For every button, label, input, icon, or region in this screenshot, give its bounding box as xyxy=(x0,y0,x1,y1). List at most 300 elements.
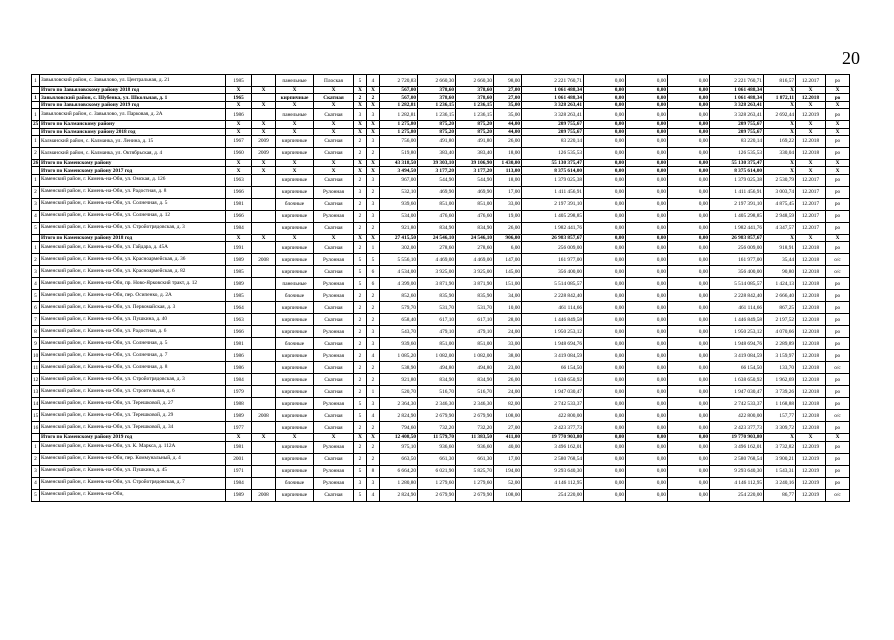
cell-floors: 2 xyxy=(354,441,367,453)
cell-total-area: 2 364,30 xyxy=(380,398,418,410)
cell-row-number xyxy=(32,128,40,135)
page-number: 20 xyxy=(842,48,860,68)
cell-year-built: 1960 xyxy=(226,147,252,159)
cell-unit-cost: 4 070,66 xyxy=(764,326,796,338)
cell-row-number xyxy=(32,167,40,174)
cell-residents: 17,00 xyxy=(494,453,522,465)
cell-work-type: ро xyxy=(826,465,850,477)
cell-year-reconstructed xyxy=(252,210,276,222)
cell-living-area: 875,20 xyxy=(418,128,456,135)
cell-owner-funds: 1 948 694,76 xyxy=(710,338,764,350)
cell-entrances: 3 xyxy=(367,109,380,121)
cell-roof-type: X xyxy=(314,87,354,94)
cell-residential-area: 936,60 xyxy=(456,441,494,453)
cell-unit-cost: 157,77 xyxy=(764,410,796,422)
cell-row-number: 7 xyxy=(32,314,40,326)
cell-roof-type: Рулонная xyxy=(314,186,354,198)
cell-federal-funds: 0,00 xyxy=(584,422,626,434)
cell-row-number: 3 xyxy=(32,465,40,477)
cell-address: Завьяловский район, с. Шубенка, ул. Школьная, д. 1 xyxy=(40,94,226,101)
cell-address: Каменский район, г. Камень-на-Оби, ул. Пушкина, д. 40 xyxy=(40,314,226,326)
cell-year-reconstructed: 2009 xyxy=(252,135,276,147)
cell-federal-funds: 0,00 xyxy=(584,290,626,302)
cell-entrances: 2 xyxy=(367,362,380,374)
cell-total-area: 967,00 xyxy=(380,174,418,186)
cell-total-cost: 8 375 614,00 xyxy=(522,167,584,174)
cell-entrances: X xyxy=(367,167,380,174)
cell-work-type: о/с xyxy=(826,362,850,374)
cell-roof-type: Рулонная xyxy=(314,398,354,410)
cell-entrances: X xyxy=(367,234,380,241)
cell-living-area: 851,00 xyxy=(418,198,456,210)
cell-total-area: 534,00 xyxy=(380,210,418,222)
cell-unit-cost: 3 309,72 xyxy=(764,422,796,434)
cell-deadline: 12.2018 xyxy=(796,242,826,254)
cell-regional-funds: 0,00 xyxy=(626,386,668,398)
cell-deadline: 12.2018 xyxy=(796,147,826,159)
cell-federal-funds: 0,00 xyxy=(584,326,626,338)
cell-regional-funds: 0,00 xyxy=(626,465,668,477)
cell-unit-cost: 2 197,52 xyxy=(764,314,796,326)
cell-total-area: 567,00 xyxy=(380,87,418,94)
cell-address: Каменский район, г. Камень-на-Оби, пер. Осипенко, д. 2А xyxy=(40,290,226,302)
subtotal-row xyxy=(32,87,850,94)
cell-floors: 2 xyxy=(354,222,367,234)
cell-roof-type: Рулонная xyxy=(314,326,354,338)
cell-regional-funds: 0,00 xyxy=(626,94,668,101)
cell-residential-area: 834,90 xyxy=(456,374,494,386)
cell-roof-type: Скатная xyxy=(314,135,354,147)
cell-work-type: о/с xyxy=(826,254,850,266)
cell-total-area: 1 275,80 xyxy=(380,121,418,128)
cell-residents: 33,00 xyxy=(494,198,522,210)
cell-year-built: 1963 xyxy=(226,314,252,326)
cell-unit-cost: X xyxy=(764,128,796,135)
cell-deadline: 12.2018 xyxy=(796,314,826,326)
cell-total-cost: 2 228 842,40 xyxy=(522,290,584,302)
cell-floors: 2 xyxy=(354,350,367,362)
cell-federal-funds: 0,00 xyxy=(584,121,626,128)
cell-municipal-funds: 0,00 xyxy=(668,147,710,159)
cell-living-area: 469,90 xyxy=(418,186,456,198)
cell-owner-funds: 3 419 084,59 xyxy=(710,350,764,362)
cell-total-area: 1 282,81 xyxy=(380,109,418,121)
cell-row-number: 5 xyxy=(32,290,40,302)
subtotal-row xyxy=(32,101,850,108)
cell-total-area: 921,80 xyxy=(380,374,418,386)
cell-year-reconstructed xyxy=(252,338,276,350)
cell-federal-funds: 0,00 xyxy=(584,441,626,453)
cell-wall-material: панельные xyxy=(276,109,314,121)
cell-entrances: X xyxy=(367,434,380,441)
cell-wall-material: X xyxy=(276,159,314,166)
cell-total-cost: 1 061 488,34 xyxy=(522,87,584,94)
cell-residents: 27,00 xyxy=(494,94,522,101)
cell-floors: 2 xyxy=(354,147,367,159)
cell-total-area: 538,90 xyxy=(380,362,418,374)
cell-federal-funds: 0,00 xyxy=(584,477,626,489)
cell-wall-material: кирпичные xyxy=(276,242,314,254)
cell-wall-material: X xyxy=(276,434,314,441)
cell-unit-cost: 1 962,69 xyxy=(764,374,796,386)
cell-roof-type: Скатная xyxy=(314,338,354,350)
cell-year-built: 1977 xyxy=(226,422,252,434)
cell-deadline: X xyxy=(796,234,826,241)
cell-entrances: 2 xyxy=(367,314,380,326)
cell-floors: 2 xyxy=(354,290,367,302)
cell-year-built: 1989 xyxy=(226,489,252,501)
cell-unit-cost: 3 732,82 xyxy=(764,441,796,453)
cell-address: Каменский район, г. Камень-на-Оби, пр. Ново-Ярковский тракт, д. 12 xyxy=(40,278,226,290)
cell-residents: 10,00 xyxy=(494,302,522,314)
cell-work-type: X xyxy=(826,434,850,441)
cell-living-area: 491,80 xyxy=(418,135,456,147)
cell-floors: 2 xyxy=(354,314,367,326)
cell-owner-funds: 3 496 162,01 xyxy=(710,441,764,453)
cell-deadline: X xyxy=(796,87,826,94)
cell-regional-funds: 0,00 xyxy=(626,222,668,234)
cell-municipal-funds: 0,00 xyxy=(668,362,710,374)
cell-regional-funds: 0,00 xyxy=(626,422,668,434)
cell-regional-funds: 0,00 xyxy=(626,314,668,326)
cell-unit-cost: 918,91 xyxy=(764,242,796,254)
cell-residential-area: 491,80 xyxy=(456,135,494,147)
cell-municipal-funds: 0,00 xyxy=(668,109,710,121)
cell-year-reconstructed xyxy=(252,266,276,278)
cell-unit-cost: 3 240,16 xyxy=(764,477,796,489)
cell-municipal-funds: 0,00 xyxy=(668,374,710,386)
cell-wall-material: кирпичные xyxy=(276,398,314,410)
table-row xyxy=(32,374,850,386)
cell-year-reconstructed: X xyxy=(252,434,276,441)
cell-wall-material: кирпичные xyxy=(276,465,314,477)
cell-municipal-funds: 0,00 xyxy=(668,266,710,278)
cell-work-type: ро xyxy=(826,75,850,87)
cell-owner-funds: 3 328 263,41 xyxy=(710,109,764,121)
cell-federal-funds: 0,00 xyxy=(584,222,626,234)
cell-entrances: 3 xyxy=(367,477,380,489)
cell-owner-funds: 2 221 760,71 xyxy=(710,75,764,87)
cell-unit-cost: X xyxy=(764,234,796,241)
table-row xyxy=(32,198,850,210)
cell-entrances: 2 xyxy=(367,94,380,101)
cell-row-number: 5 xyxy=(32,489,40,501)
cell-address: Итого по Каменскому району 2018 год xyxy=(40,234,226,241)
cell-entrances: 5 xyxy=(367,254,380,266)
cell-municipal-funds: 0,00 xyxy=(668,441,710,453)
cell-work-type: ро xyxy=(826,210,850,222)
cell-residential-area: 516,70 xyxy=(456,386,494,398)
cell-total-cost: 356 400,00 xyxy=(522,266,584,278)
cell-row-number: 1 xyxy=(32,441,40,453)
cell-address: Каменский район, г. Камень-на-Оби, ул. Радостная, д. 6 xyxy=(40,326,226,338)
cell-residential-area: 1 082,00 xyxy=(456,350,494,362)
cell-regional-funds: 0,00 xyxy=(626,398,668,410)
cell-entrances: 3 xyxy=(367,198,380,210)
cell-unit-cost: 2 692,44 xyxy=(764,109,796,121)
cell-deadline: 12.2018 xyxy=(796,386,826,398)
cell-municipal-funds: 0,00 xyxy=(668,198,710,210)
cell-year-reconstructed: 2008 xyxy=(252,254,276,266)
cell-row-number: 2 xyxy=(32,254,40,266)
cell-wall-material: кирпичные xyxy=(276,374,314,386)
cell-address: Завьяловский район, с. Завьялово, ул. Парковая, д. 2А xyxy=(40,109,226,121)
cell-deadline: 12.2017 xyxy=(796,222,826,234)
cell-entrances: 3 xyxy=(367,326,380,338)
table-row xyxy=(32,489,850,501)
cell-year-reconstructed xyxy=(252,290,276,302)
cell-floors: 2 xyxy=(354,362,367,374)
cell-regional-funds: 0,00 xyxy=(626,489,668,501)
cell-residential-area: 544,90 xyxy=(456,174,494,186)
cell-entrances: 2 xyxy=(367,453,380,465)
cell-year-reconstructed: X xyxy=(252,121,276,128)
cell-owner-funds: 461 114,66 xyxy=(710,302,764,314)
cell-residential-area: 278,60 xyxy=(456,242,494,254)
cell-municipal-funds: 0,00 xyxy=(668,314,710,326)
cell-floors: 2 xyxy=(354,198,367,210)
cell-federal-funds: 0,00 xyxy=(584,87,626,94)
cell-year-reconstructed xyxy=(252,94,276,101)
cell-row-number: 4 xyxy=(32,477,40,489)
cell-residents: 98,00 xyxy=(494,75,522,87)
cell-year-built: X xyxy=(226,167,252,174)
cell-year-reconstructed: 2008 xyxy=(252,410,276,422)
cell-residents: 18,00 xyxy=(494,174,522,186)
cell-roof-type: X xyxy=(314,121,354,128)
cell-address: Каменский район, г. Камень-на-Оби, ул. Гайдара, д. 45А xyxy=(40,242,226,254)
cell-municipal-funds: 0,00 xyxy=(668,128,710,135)
cell-residential-area: 531,70 xyxy=(456,302,494,314)
cell-work-type: ро xyxy=(826,174,850,186)
cell-regional-funds: 0,00 xyxy=(626,254,668,266)
table-row xyxy=(32,314,850,326)
cell-unit-cost: 867,25 xyxy=(764,302,796,314)
cell-total-area: 27 415,50 xyxy=(380,234,418,241)
cell-federal-funds: 0,00 xyxy=(584,465,626,477)
cell-floors: X xyxy=(354,159,367,166)
cell-municipal-funds: 0,00 xyxy=(668,350,710,362)
cell-regional-funds: 0,00 xyxy=(626,290,668,302)
cell-address: Каменский район, г. Камень-на-Оби, ул. Пушкина, д. 45 xyxy=(40,465,226,477)
cell-regional-funds: 0,00 xyxy=(626,338,668,350)
cell-federal-funds: 0,00 xyxy=(584,135,626,147)
cell-living-area: 875,20 xyxy=(418,121,456,128)
cell-residents: 26,00 xyxy=(494,374,522,386)
cell-wall-material: кирпичные xyxy=(276,147,314,159)
cell-roof-type: Рулонная xyxy=(314,350,354,362)
repair-schedule-table-container xyxy=(31,74,849,502)
cell-address: Итого по Завьяловскому району 2018 год xyxy=(40,87,226,94)
cell-living-area: 278,60 xyxy=(418,242,456,254)
cell-deadline: X xyxy=(796,167,826,174)
cell-total-cost: 1 948 694,76 xyxy=(522,338,584,350)
cell-residential-area: 479,10 xyxy=(456,326,494,338)
cell-owner-funds: 55 130 375,47 xyxy=(710,159,764,166)
cell-year-built: 1979 xyxy=(226,386,252,398)
cell-federal-funds: 0,00 xyxy=(584,434,626,441)
cell-entrances: 4 xyxy=(367,75,380,87)
cell-total-cost: 9 293 640,30 xyxy=(522,465,584,477)
cell-residents: 24,00 xyxy=(494,326,522,338)
cell-entrances: 1 xyxy=(367,386,380,398)
table-row xyxy=(32,254,850,266)
cell-address: Каменский район, г. Камень-на-Оби, ул. Строительная, д. 6 xyxy=(40,386,226,398)
cell-entrances: 3 xyxy=(367,210,380,222)
cell-deadline: 12.2019 xyxy=(796,465,826,477)
cell-residential-area: 2 660,30 xyxy=(456,75,494,87)
cell-total-area: 658,40 xyxy=(380,314,418,326)
cell-roof-type: Рулонная xyxy=(314,290,354,302)
cell-residential-area: 476,60 xyxy=(456,210,494,222)
cell-address: Каменский район, г. Камень-на-Оби, ул. Стройотрядовская, д. 3 xyxy=(40,374,226,386)
cell-year-built: 1985 xyxy=(226,290,252,302)
cell-unit-cost: 90,80 xyxy=(764,266,796,278)
cell-row-number: 4 xyxy=(32,210,40,222)
cell-row-number: 1 xyxy=(32,94,40,101)
cell-unit-cost: 4 347,57 xyxy=(764,222,796,234)
cell-work-type: о/с xyxy=(826,266,850,278)
cell-work-type: ро xyxy=(826,147,850,159)
cell-unit-cost: 2 530,79 xyxy=(764,174,796,186)
cell-unit-cost: 3 003,74 xyxy=(764,186,796,198)
cell-residential-area: 4 469,00 xyxy=(456,254,494,266)
cell-year-reconstructed xyxy=(252,302,276,314)
cell-residential-area: 851,00 xyxy=(456,198,494,210)
cell-deadline: 12.2017 xyxy=(796,75,826,87)
cell-work-type: ро xyxy=(826,135,850,147)
cell-owner-funds: 1 982 441,76 xyxy=(710,222,764,234)
cell-municipal-funds: 0,00 xyxy=(668,121,710,128)
cell-roof-type: Рулонная xyxy=(314,278,354,290)
cell-row-number: 12 xyxy=(32,374,40,386)
subtotal-row xyxy=(32,434,850,441)
cell-owner-funds: 3 328 263,41 xyxy=(710,101,764,108)
cell-year-reconstructed xyxy=(252,465,276,477)
cell-unit-cost: 4 875,45 xyxy=(764,198,796,210)
cell-residents: 194,00 xyxy=(494,465,522,477)
cell-address: Каменский район, г. Камень-на-Оби, ул. Терешковой, д. 29 xyxy=(40,410,226,422)
cell-municipal-funds: 0,00 xyxy=(668,87,710,94)
cell-federal-funds: 0,00 xyxy=(584,198,626,210)
cell-floors: 3 xyxy=(354,477,367,489)
cell-owner-funds: 209 755,67 xyxy=(710,128,764,135)
cell-work-type: ро xyxy=(826,326,850,338)
cell-year-built: 1989 xyxy=(226,278,252,290)
cell-entrances: 2 xyxy=(367,186,380,198)
cell-unit-cost: 2 948,59 xyxy=(764,210,796,222)
cell-total-area: 1 282,81 xyxy=(380,101,418,108)
cell-living-area: 1 236,15 xyxy=(418,101,456,108)
cell-unit-cost: 86,77 xyxy=(764,489,796,501)
cell-regional-funds: 0,00 xyxy=(626,167,668,174)
cell-total-cost: 1 411 456,91 xyxy=(522,186,584,198)
cell-entrances: 3 xyxy=(367,338,380,350)
cell-work-type: ро xyxy=(826,242,850,254)
repair-schedule-table xyxy=(31,74,850,502)
cell-regional-funds: 0,00 xyxy=(626,87,668,94)
cell-address: Каменский район, г. Камень-на-Оби, ул. К. Маркса, д. 112А xyxy=(40,441,226,453)
cell-municipal-funds: 0,00 xyxy=(668,434,710,441)
cell-year-built: 1966 xyxy=(226,210,252,222)
cell-wall-material: панельные xyxy=(276,278,314,290)
cell-year-built: X xyxy=(226,121,252,128)
cell-year-built: X xyxy=(226,434,252,441)
cell-deadline: 12.2017 xyxy=(796,174,826,186)
cell-floors: 2 xyxy=(354,386,367,398)
cell-residential-area: 875,20 xyxy=(456,121,494,128)
cell-entrances: X xyxy=(367,87,380,94)
cell-owner-funds: 422 800,00 xyxy=(710,410,764,422)
cell-wall-material: X xyxy=(276,128,314,135)
cell-owner-funds: 4 146 112,95 xyxy=(710,477,764,489)
cell-living-area: 617,10 xyxy=(418,314,456,326)
cell-floors: 2 xyxy=(354,242,367,254)
cell-roof-type: Скатная xyxy=(314,94,354,101)
cell-entrances: 2 xyxy=(367,222,380,234)
cell-municipal-funds: 0,00 xyxy=(668,410,710,422)
cell-residential-area: 661,30 xyxy=(456,453,494,465)
cell-roof-type: Рулонная xyxy=(314,465,354,477)
table-row xyxy=(32,386,850,398)
cell-residents: 35,00 xyxy=(494,109,522,121)
cell-wall-material: X xyxy=(276,87,314,94)
cell-municipal-funds: 0,00 xyxy=(668,159,710,166)
cell-total-cost: 2 580 768,54 xyxy=(522,453,584,465)
cell-roof-type: X xyxy=(314,101,354,108)
cell-federal-funds: 0,00 xyxy=(584,314,626,326)
cell-roof-type: Скатная xyxy=(314,198,354,210)
cell-year-reconstructed: 2008 xyxy=(252,489,276,501)
cell-address: Каменский район, г. Камень-на-Оби, ул. Солнечная, д. 12 xyxy=(40,210,226,222)
cell-total-area: 1 280,80 xyxy=(380,477,418,489)
cell-total-area: 663,50 xyxy=(380,453,418,465)
cell-living-area: 479,10 xyxy=(418,326,456,338)
cell-living-area: 2 679,90 xyxy=(418,489,456,501)
cell-work-type: X xyxy=(826,234,850,241)
cell-owner-funds: 1 446 849,58 xyxy=(710,314,764,326)
cell-roof-type: Рулонная xyxy=(314,477,354,489)
cell-wall-material: кирпичные xyxy=(276,174,314,186)
cell-total-cost: 83 220,14 xyxy=(522,135,584,147)
cell-year-reconstructed xyxy=(252,477,276,489)
cell-year-reconstructed: 2009 xyxy=(252,147,276,159)
cell-work-type: ро xyxy=(826,350,850,362)
cell-entrances: 6 xyxy=(367,266,380,278)
cell-deadline: 12.2019 xyxy=(796,109,826,121)
cell-regional-funds: 0,00 xyxy=(626,159,668,166)
cell-regional-funds: 0,00 xyxy=(626,242,668,254)
cell-entrances: X xyxy=(367,159,380,166)
cell-address: Каменский район, г. Камень-на-Оби, ул. Терешковой, д. 27 xyxy=(40,398,226,410)
cell-deadline: 12.2018 xyxy=(796,410,826,422)
cell-floors: 5 xyxy=(354,266,367,278)
cell-total-cost: 2 742 533,37 xyxy=(522,398,584,410)
table-row xyxy=(32,147,850,159)
cell-total-cost: 422 800,00 xyxy=(522,410,584,422)
cell-entrances: 3 xyxy=(367,174,380,186)
cell-year-built: 1989 xyxy=(226,410,252,422)
cell-row-number: 5 xyxy=(32,222,40,234)
cell-owner-funds: 161 977,00 xyxy=(710,254,764,266)
cell-floors: 2 xyxy=(354,338,367,350)
cell-total-cost: 3 328 263,41 xyxy=(522,101,584,108)
cell-deadline: 12.2017 xyxy=(796,210,826,222)
cell-wall-material: кирпичные xyxy=(276,314,314,326)
cell-total-cost: 3 328 263,41 xyxy=(522,109,584,121)
cell-floors: 2 xyxy=(354,94,367,101)
cell-entrances: 3 xyxy=(367,135,380,147)
